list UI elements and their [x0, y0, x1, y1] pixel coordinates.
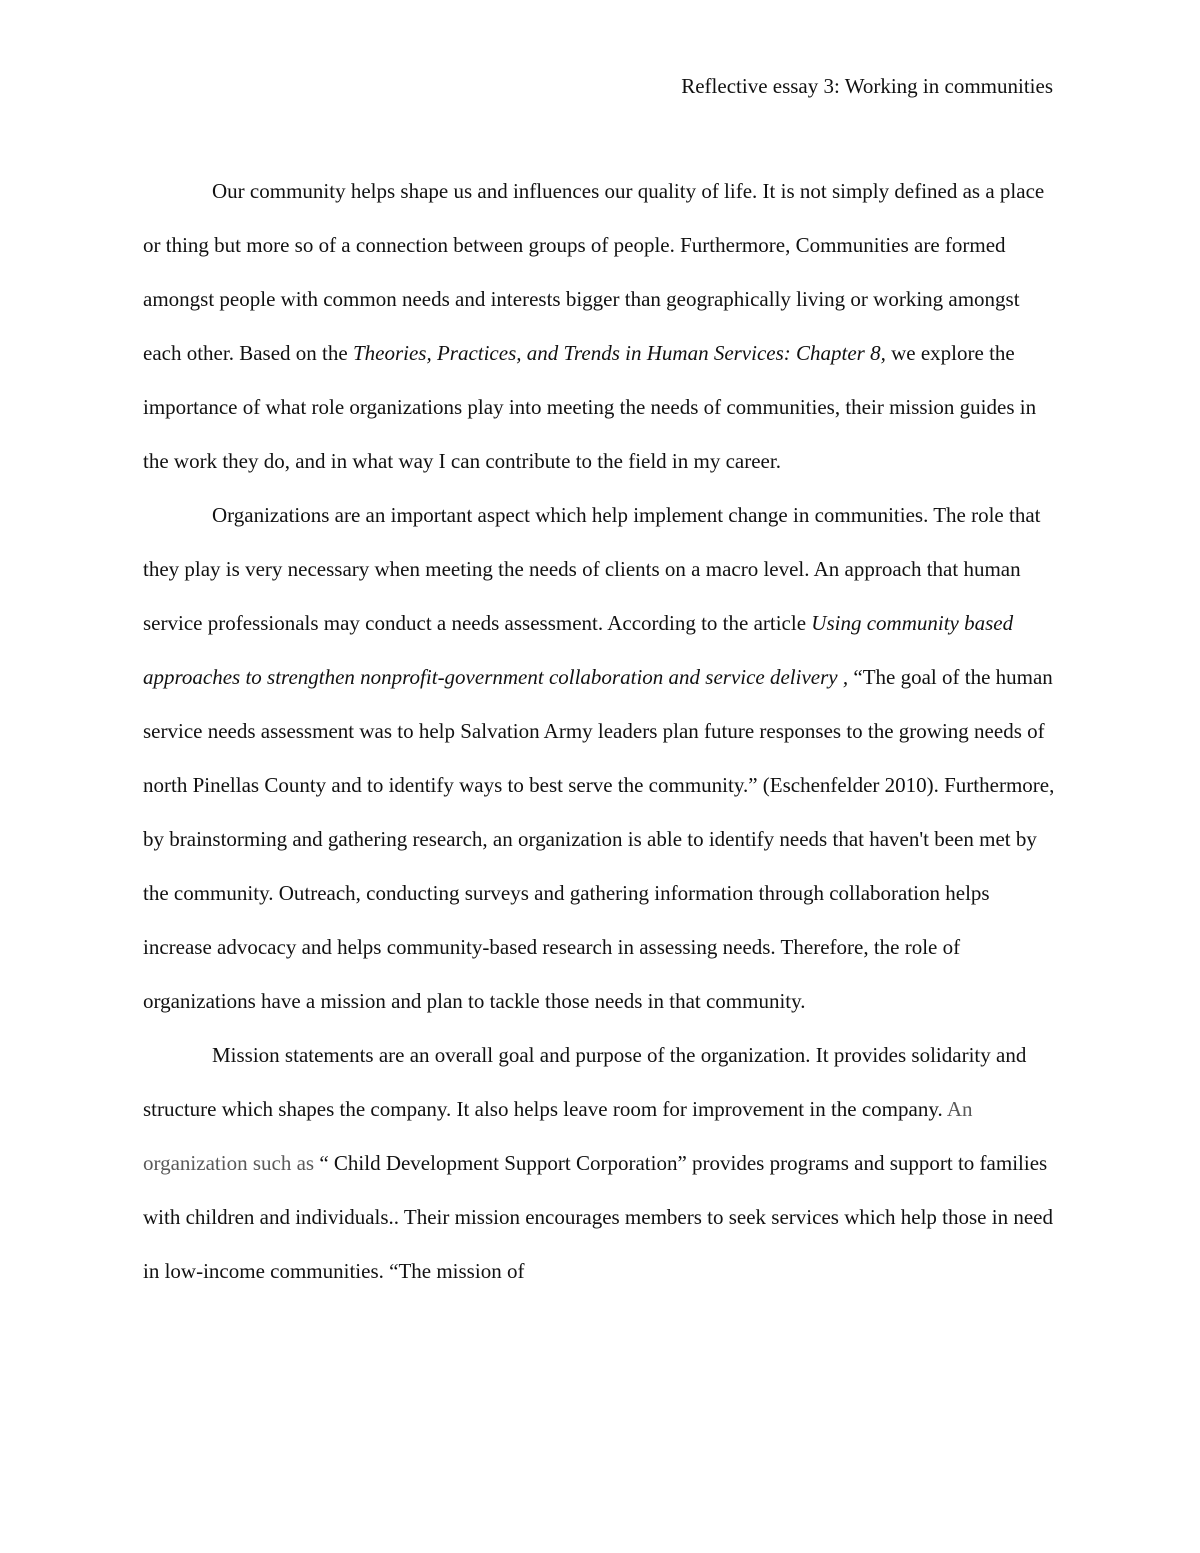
- essay-body: [143, 164, 1059, 1298]
- paragraph-3-gray-text: An organization such as: [143, 1097, 973, 1175]
- paragraph-1-book-title: Theories, Practices, and Trends in Human Services: Chapter 8,: [352, 341, 886, 365]
- paragraph-2-text-b: “The goal of the human service needs assessment was to help Salvation Army leaders plan future responses to the growing needs of north Pinellas County and to identify ways to best serve the community.” (Eschenfelder 2010). Furthermore, by brainstorming and gathering research, an organization is able to identify needs that haven't been met by the community. Outreach, conducting surveys and gathering information through collaboration helps increase advocacy and helps community-based research in assessing needs. Therefore, the role of organizations have a mission and plan to tackle those needs in that community.: [143, 665, 1055, 1013]
- running-head: Reflective essay 3: Working in communities: [681, 74, 1053, 98]
- paragraph-2-article-title: Using community based approaches to strengthen nonprofit-government collaboration and service delivery ,: [143, 611, 1014, 689]
- paragraph-3: [143, 1028, 1059, 1298]
- paragraph-2-text-a: Organizations are an important aspect which help implement change in communities. The role that they play is very necessary when meeting the needs of clients on a macro level. An approach that human service professionals may conduct a needs assessment. According to the article: [143, 503, 1041, 635]
- paragraph-1-text-b: we explore the importance of what role organizations play into meeting the needs of communities, their mission guides in the work they do, and in what way I can contribute to the field in my career.: [143, 341, 1037, 473]
- paragraph-3-text-a: Mission statements are an overall goal and purpose of the organization. It provides solidarity and structure which shapes the company. It also helps leave room for improvement in the company.: [143, 1043, 1027, 1121]
- paragraph-1: [143, 164, 1059, 488]
- paragraph-1-text-a: Our community helps shape us and influences our quality of life. It is not simply defined as a place or thing but more so of a connection between groups of people. Furthermore, Communities are formed amongst people with common needs and interests bigger than geographically living or working amongst each other. Based on the: [143, 179, 1045, 365]
- paragraph-2: [143, 488, 1059, 1028]
- paragraph-3-text-b: “ Child Development Support Corporation” provides programs and support to families with children and individuals.. Their mission encourages members to seek services which help those in need in low-income communities. “The mission of: [143, 1151, 1053, 1283]
